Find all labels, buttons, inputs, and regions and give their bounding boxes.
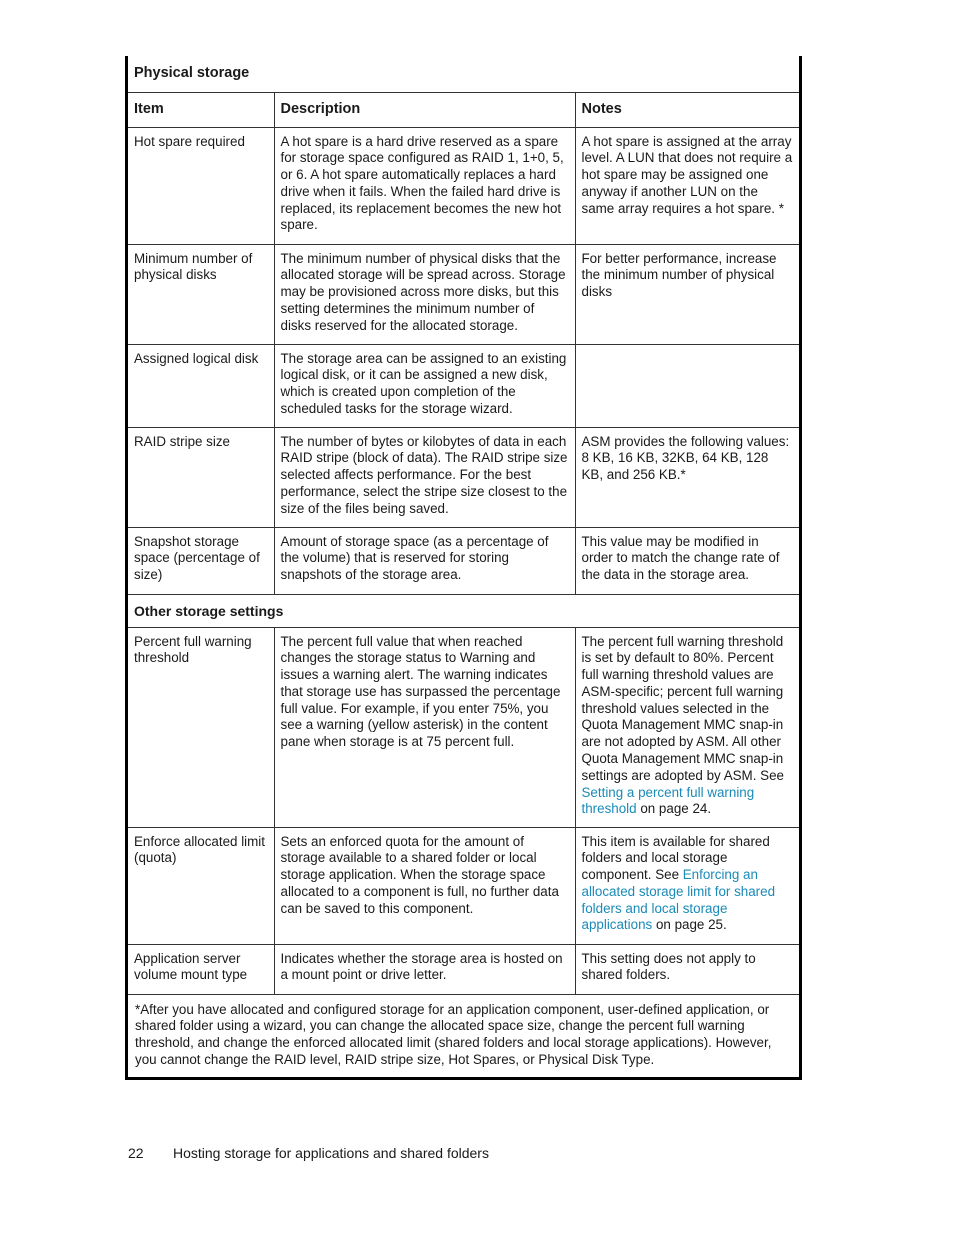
table-row bbox=[128, 827, 799, 944]
section-row-other bbox=[128, 594, 799, 627]
page-footer bbox=[128, 1145, 489, 1161]
row-item: Assigned logical disk bbox=[128, 344, 274, 427]
table-row bbox=[128, 527, 799, 594]
row-description: The minimum number of physical disks that the allocated storage will be spread across. Storage may be provisioned across more disks, but this setting determines the minimum number of disks reserved for the allocated storage. bbox=[274, 244, 575, 344]
row-notes: For better performance, increase the minimum number of physical disks bbox=[575, 244, 799, 344]
row-item: Hot spare required bbox=[128, 127, 274, 244]
row-notes bbox=[575, 944, 799, 994]
notes-text-post: on page 25. bbox=[652, 917, 727, 933]
row-item: RAID stripe size bbox=[128, 427, 274, 527]
row-notes bbox=[575, 344, 799, 427]
header-row bbox=[128, 92, 799, 127]
notes-text-post: on page 24. bbox=[636, 801, 712, 817]
row-description: Amount of storage space (as a percentage of the volume) that is reserved for storing snapshots of the storage area. bbox=[274, 527, 575, 594]
physical-storage-table bbox=[125, 56, 802, 1080]
row-notes: This value may be modified in order to match the change rate of the data in the storage area. bbox=[575, 527, 799, 594]
row-description: Sets an enforced quota for the amount of storage available to a shared folder or local storage application. When the storage space allocated to a component is full, no further data can be saved to this component. bbox=[274, 827, 575, 944]
footnote-text: *After you have allocated and configured storage for an application component, user-defined application, or shared folder using a wizard, you can change the allocated space size, change the percent full warning threshold, and change the enforced allocated limit (shared folders and local storage applications). However, you cannot change the RAID level, RAID stripe size, Hot Spares, or Physical Disk Type. bbox=[128, 994, 799, 1077]
row-item: Snapshot storage space (percentage of size) bbox=[128, 527, 274, 594]
table-row bbox=[128, 627, 799, 827]
row-item: Percent full warning threshold bbox=[128, 627, 274, 827]
table-row bbox=[128, 344, 799, 427]
row-notes bbox=[575, 827, 799, 944]
section-title-physical: Physical storage bbox=[134, 65, 250, 81]
row-description: The number of bytes or kilobytes of data in each RAID stripe (block of data). The RAID stripe size selected affects performance. For the best performance, select the stripe size closest to the size of the files being saved. bbox=[274, 427, 575, 527]
row-description: The percent full value that when reached changes the storage status to Warning and issues a warning alert. The warning indicates that storage use has surpassed the percentage full value. For example, if you enter 75%, you see a warning (yellow asterisk) in the content pane when storage is at 75 percent full. bbox=[274, 627, 575, 827]
row-description: The storage area can be assigned to an existing logical disk, or it can be assigned a new disk, which is created upon completion of the scheduled tasks for the storage wizard. bbox=[274, 344, 575, 427]
page-number: 22 bbox=[128, 1145, 144, 1161]
footer-title: Hosting storage for applications and shared folders bbox=[173, 1145, 489, 1161]
footnote-row bbox=[128, 994, 799, 1077]
link-percent-full-warning[interactable]: Setting a percent full warning threshold bbox=[581, 784, 755, 817]
row-item: Minimum number of physical disks bbox=[128, 244, 274, 344]
row-notes: ASM provides the following values: 8 KB, 16 KB, 32KB, 64 KB, 128 KB, and 256 KB.* bbox=[575, 427, 799, 527]
notes-text: The percent full warning threshold is set by default to 80%. Percent full warning threshold values are ASM-specific; percent full warning threshold values selected in the Quota Management MMC snap-in are not adopted by ASM. All other Quota Management MMC snap-in settings are adopted by ASM. See bbox=[581, 633, 784, 783]
table-row bbox=[128, 944, 799, 994]
row-description: A hot spare is a hard drive reserved as a spare for storage space configured as RAID 1, 1+0, 5, or 6. A hot spare automatically replaces a hard drive when it fails. When the failed hard drive is replaced, its replacement becomes the new hot spare. bbox=[274, 127, 575, 244]
notes-text: This item is available for shared folders and local storage component. See bbox=[581, 833, 770, 883]
table-row bbox=[128, 244, 799, 344]
row-item: Enforce allocated limit (quota) bbox=[128, 827, 274, 944]
row-description: Indicates whether the storage area is hosted on a mount point or drive letter. bbox=[274, 944, 575, 994]
header-notes: Notes bbox=[575, 92, 799, 127]
link-enforcing-allocated-limit[interactable]: Enforcing an allocated storage limit for shared folders and local storage applications bbox=[581, 867, 776, 933]
section-title-other: Other storage settings bbox=[128, 594, 799, 627]
settings-table bbox=[128, 56, 799, 1077]
notes-text: This setting does not apply to shared folders. bbox=[581, 950, 756, 983]
header-item: Item bbox=[128, 92, 274, 127]
table-row bbox=[128, 427, 799, 527]
section-row-physical bbox=[128, 56, 799, 92]
header-description: Description bbox=[274, 92, 575, 127]
table-row bbox=[128, 127, 799, 244]
row-notes: A hot spare is assigned at the array level. A LUN that does not require a hot spare may be assigned one anyway if another LUN on the same array requires a hot spare. * bbox=[575, 127, 799, 244]
row-item: Application server volume mount type bbox=[128, 944, 274, 994]
row-notes bbox=[575, 627, 799, 827]
